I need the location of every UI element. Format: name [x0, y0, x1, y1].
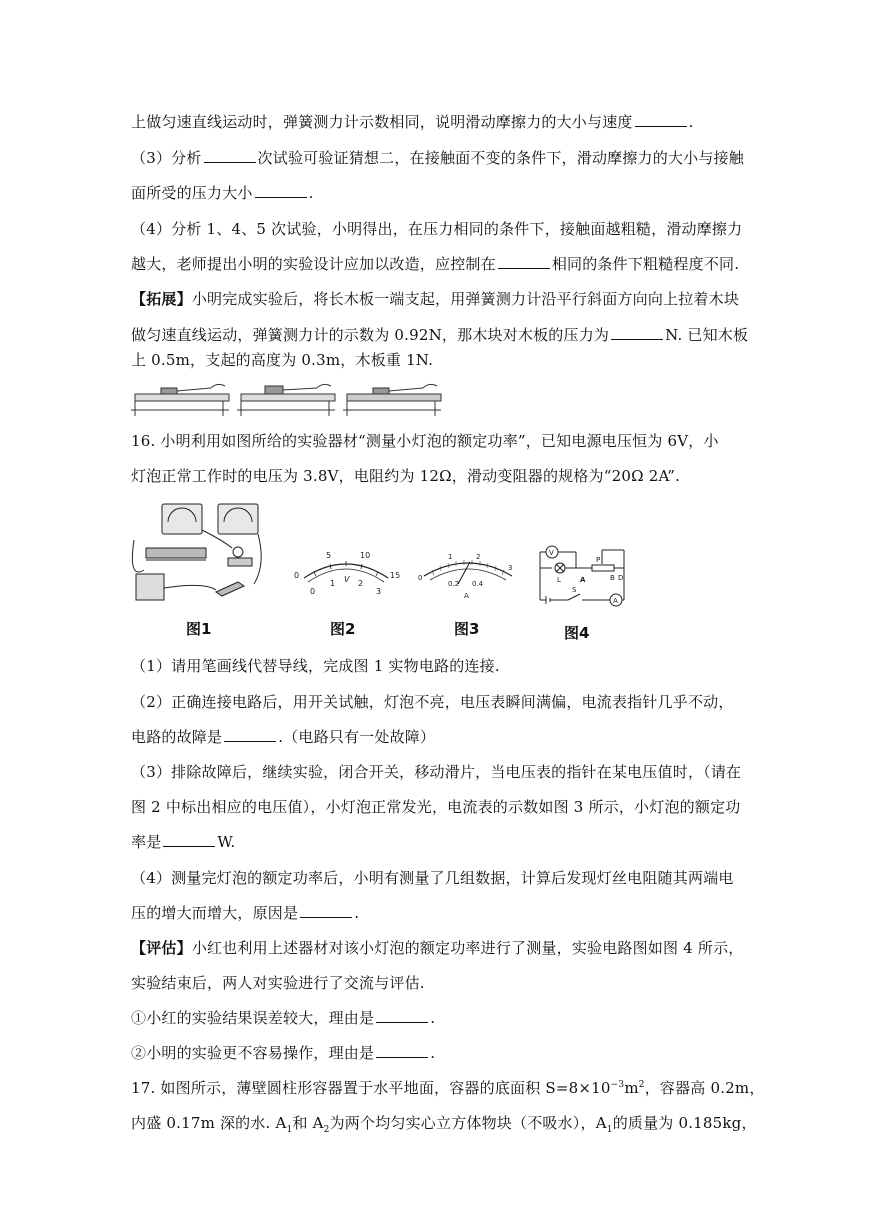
text-line-9: [131, 431, 719, 451]
section-tag: 【评估】: [131, 939, 192, 957]
text-line-15: [131, 797, 740, 817]
line-text: （1）请用笔画线代替导线，完成图 1 实物电路的连接.: [131, 657, 500, 675]
battery-box: [136, 574, 164, 600]
text-line-12: [131, 692, 734, 712]
line-text: （3）排除故障后，继续实验，闭合开关，移动滑片，当电压表的指针在某电压值时，（请在: [131, 763, 742, 781]
text-line-17: [131, 868, 734, 888]
amm-zero: 0: [418, 574, 423, 582]
text-line-22: [131, 1043, 435, 1063]
figure-1-apparatus: [128, 500, 268, 612]
amm-tick-top-1: 1: [448, 553, 453, 561]
volt-tick-bottom-3: 3: [376, 587, 382, 596]
line-text: （4）测量完灯泡的额定功率后，小明有测量了几组数据，计算后发现灯丝电阻随其两端电: [131, 869, 734, 887]
exponent: −3: [610, 1080, 625, 1090]
line-text: m: [624, 1079, 639, 1097]
figure-2-voltmeter-dial: [290, 548, 402, 604]
line-text: （4）分析 1、4、5 次试验，小明得出，在压力相同的条件下，接触面越粗糙，滑动摩擦力: [131, 220, 743, 238]
text-line-11: [131, 656, 500, 676]
volt-zero-top: 0: [294, 571, 300, 580]
volt-unit-label: V: [344, 575, 350, 584]
text-line-20: [131, 973, 425, 993]
line-text: 压的增大而增大，原因是: [131, 904, 299, 922]
circuit-label-s: S: [572, 586, 577, 594]
line-text: 电路的故障是: [131, 728, 223, 746]
text-line-16: [131, 832, 235, 852]
line-text: 上做匀速直线运动时，弹簧测力计示数相同，说明滑动摩擦力的大小与速度: [131, 113, 633, 131]
answer-blank[interactable]: [635, 112, 687, 127]
answer-blank[interactable]: [255, 183, 307, 198]
text-line-1: [131, 112, 694, 132]
line-text: 越大，老师提出小明的实验设计应加以改造，应控制在: [131, 255, 496, 273]
line-text: .（电路只有一处故障）: [278, 728, 436, 746]
answer-blank[interactable]: [498, 254, 550, 269]
volt-tick-bottom-2: 2: [358, 579, 364, 588]
text-line-8: [131, 350, 433, 370]
text-line-13: [131, 727, 435, 747]
exponent: 2: [638, 1080, 645, 1090]
line-text: 率是: [131, 833, 162, 851]
volt-tick-top-15: 15: [390, 571, 401, 580]
figure-4-caption: 图4: [564, 624, 590, 642]
line-text: 灯泡正常工作时的电压为 3.8V，电阻约为 12Ω，滑动变阻器的规格为“20Ω 2A”.: [131, 467, 681, 485]
subscript: 1: [286, 1125, 293, 1135]
circuit-label-ammeter: A: [613, 597, 618, 605]
answer-blank[interactable]: [376, 1043, 428, 1058]
amm-tick-bottom-04: 0.4: [472, 580, 484, 588]
answer-blank[interactable]: [300, 903, 352, 918]
text-line-7: [131, 325, 748, 345]
line-text: 内盛 0.17m 深的水. A: [131, 1114, 287, 1132]
figure-1-caption: 图1: [186, 620, 212, 638]
subscript: 2: [323, 1125, 330, 1135]
bulb-icon: [233, 547, 243, 557]
board-experiment-figures: [131, 380, 451, 418]
amm-unit-label: A: [464, 592, 469, 600]
board-figure-2: [237, 384, 335, 416]
board-figure-1: [131, 384, 229, 416]
figure-3-ammeter-dial: [418, 552, 518, 604]
line-text: ②小明的实验更不容易操作，理由是: [131, 1044, 375, 1062]
switch-symbol: [568, 594, 580, 600]
text-line-3: [131, 183, 314, 203]
line-text: （2）正确连接电路后，用开关试触，灯泡不亮，电压表瞬间满偏，电流表指针几乎不动，: [131, 693, 734, 711]
line-text: .: [354, 904, 360, 922]
figure-3-caption: 图3: [454, 620, 480, 638]
line-text: 相同的条件下粗糙程度不同.: [551, 255, 740, 273]
circuit-label-b: B: [610, 574, 615, 582]
text-line-14: [131, 762, 741, 782]
rheostat: [146, 548, 206, 558]
amm-tick-top-2: 2: [476, 553, 481, 561]
text-line-19: [131, 938, 744, 958]
text-line-5: [131, 254, 739, 274]
line-text: 图 2 中标出相应的电压值），小灯泡正常发光，电流表的示数如图 3 所示，小灯泡的额定功: [131, 798, 741, 816]
figure-2-caption: 图2: [330, 620, 356, 638]
rheostat-symbol: [592, 565, 614, 571]
volt-tick-bottom-1: 1: [330, 579, 336, 588]
line-text: 和 A: [292, 1114, 324, 1132]
line-text: 上 0.5m，支起的高度为 0.3m，木板重 1N.: [131, 351, 434, 369]
circuit-label-v: V: [549, 549, 554, 557]
board-figure-3: [343, 384, 441, 416]
line-text: 小明完成实验后，将长木板一端支起，用弹簧测力计沿平行斜面方向向上拉着木块: [191, 290, 740, 308]
line-text: 小红也利用上述器材对该小灯泡的额定功率进行了测量，实验电路图如图 4 所示，: [191, 939, 744, 957]
volt-tick-top-5: 5: [326, 551, 332, 560]
ammeter-needle: [458, 562, 470, 584]
switch-icon: [216, 582, 244, 596]
line-text: N. 已知木板: [665, 326, 749, 344]
line-text: 为两个均匀实心立方体物块（不吸水），A: [329, 1114, 607, 1132]
text-line-21: [131, 1008, 435, 1028]
line-text: ①小红的实验结果误差较大，理由是: [131, 1009, 375, 1027]
section-tag: 【拓展】: [131, 290, 192, 308]
line-text: ，容器高 0.2m，: [644, 1079, 765, 1097]
circuit-label-p: P: [596, 556, 601, 564]
answer-blank[interactable]: [204, 148, 256, 163]
text-line-23: [131, 1078, 765, 1098]
text-line-24: [131, 1113, 757, 1133]
line-text: 做匀速直线运动，弹簧测力计的示数为 0.92N，那木块对木板的压力为: [131, 326, 610, 344]
line-text: 面所受的压力大小: [131, 184, 253, 202]
line-text: 16. 小明利用如图所给的实验器材“测量小灯泡的额定功率”，已知电源电压恒为 6V，小: [131, 432, 719, 450]
figure-4-circuit-diagram: [532, 538, 632, 612]
subscript: 1: [606, 1125, 613, 1135]
text-line-18: [131, 903, 359, 923]
line-text: W.: [217, 833, 236, 851]
circuit-label-d: D: [618, 574, 624, 582]
line-text: 的质量为 0.185kg，: [612, 1114, 757, 1132]
line-text: .: [308, 184, 314, 202]
volt-tick-bottom-0: 0: [310, 587, 316, 596]
answer-blank[interactable]: [224, 727, 276, 742]
circuit-label-a-node: A: [580, 576, 586, 584]
text-line-2: [131, 148, 744, 168]
text-line-10: [131, 466, 680, 486]
text-line-4: [131, 219, 742, 239]
circuit-label-l: L: [557, 576, 561, 584]
answer-blank[interactable]: [163, 832, 215, 847]
answer-blank[interactable]: [611, 325, 663, 340]
amm-tick-bottom-02: 0.2: [448, 580, 460, 588]
line-text: 次试验可验证猜想二，在接触面不变的条件下，滑动摩擦力的大小与接触: [257, 149, 744, 167]
line-text: .: [430, 1044, 436, 1062]
line-text: .: [430, 1009, 436, 1027]
line-text: 17. 如图所示，薄壁圆柱形容器置于水平地面，容器的底面积 S=8×10: [131, 1079, 611, 1097]
text-line-6: [131, 289, 739, 309]
line-text: .: [688, 113, 694, 131]
answer-blank[interactable]: [376, 1008, 428, 1023]
volt-tick-top-10: 10: [360, 551, 371, 560]
line-text: （3）分析: [131, 149, 202, 167]
line-text: 实验结束后，两人对实验进行了交流与评估.: [131, 974, 425, 992]
amm-tick-top-3: 3: [508, 564, 513, 572]
